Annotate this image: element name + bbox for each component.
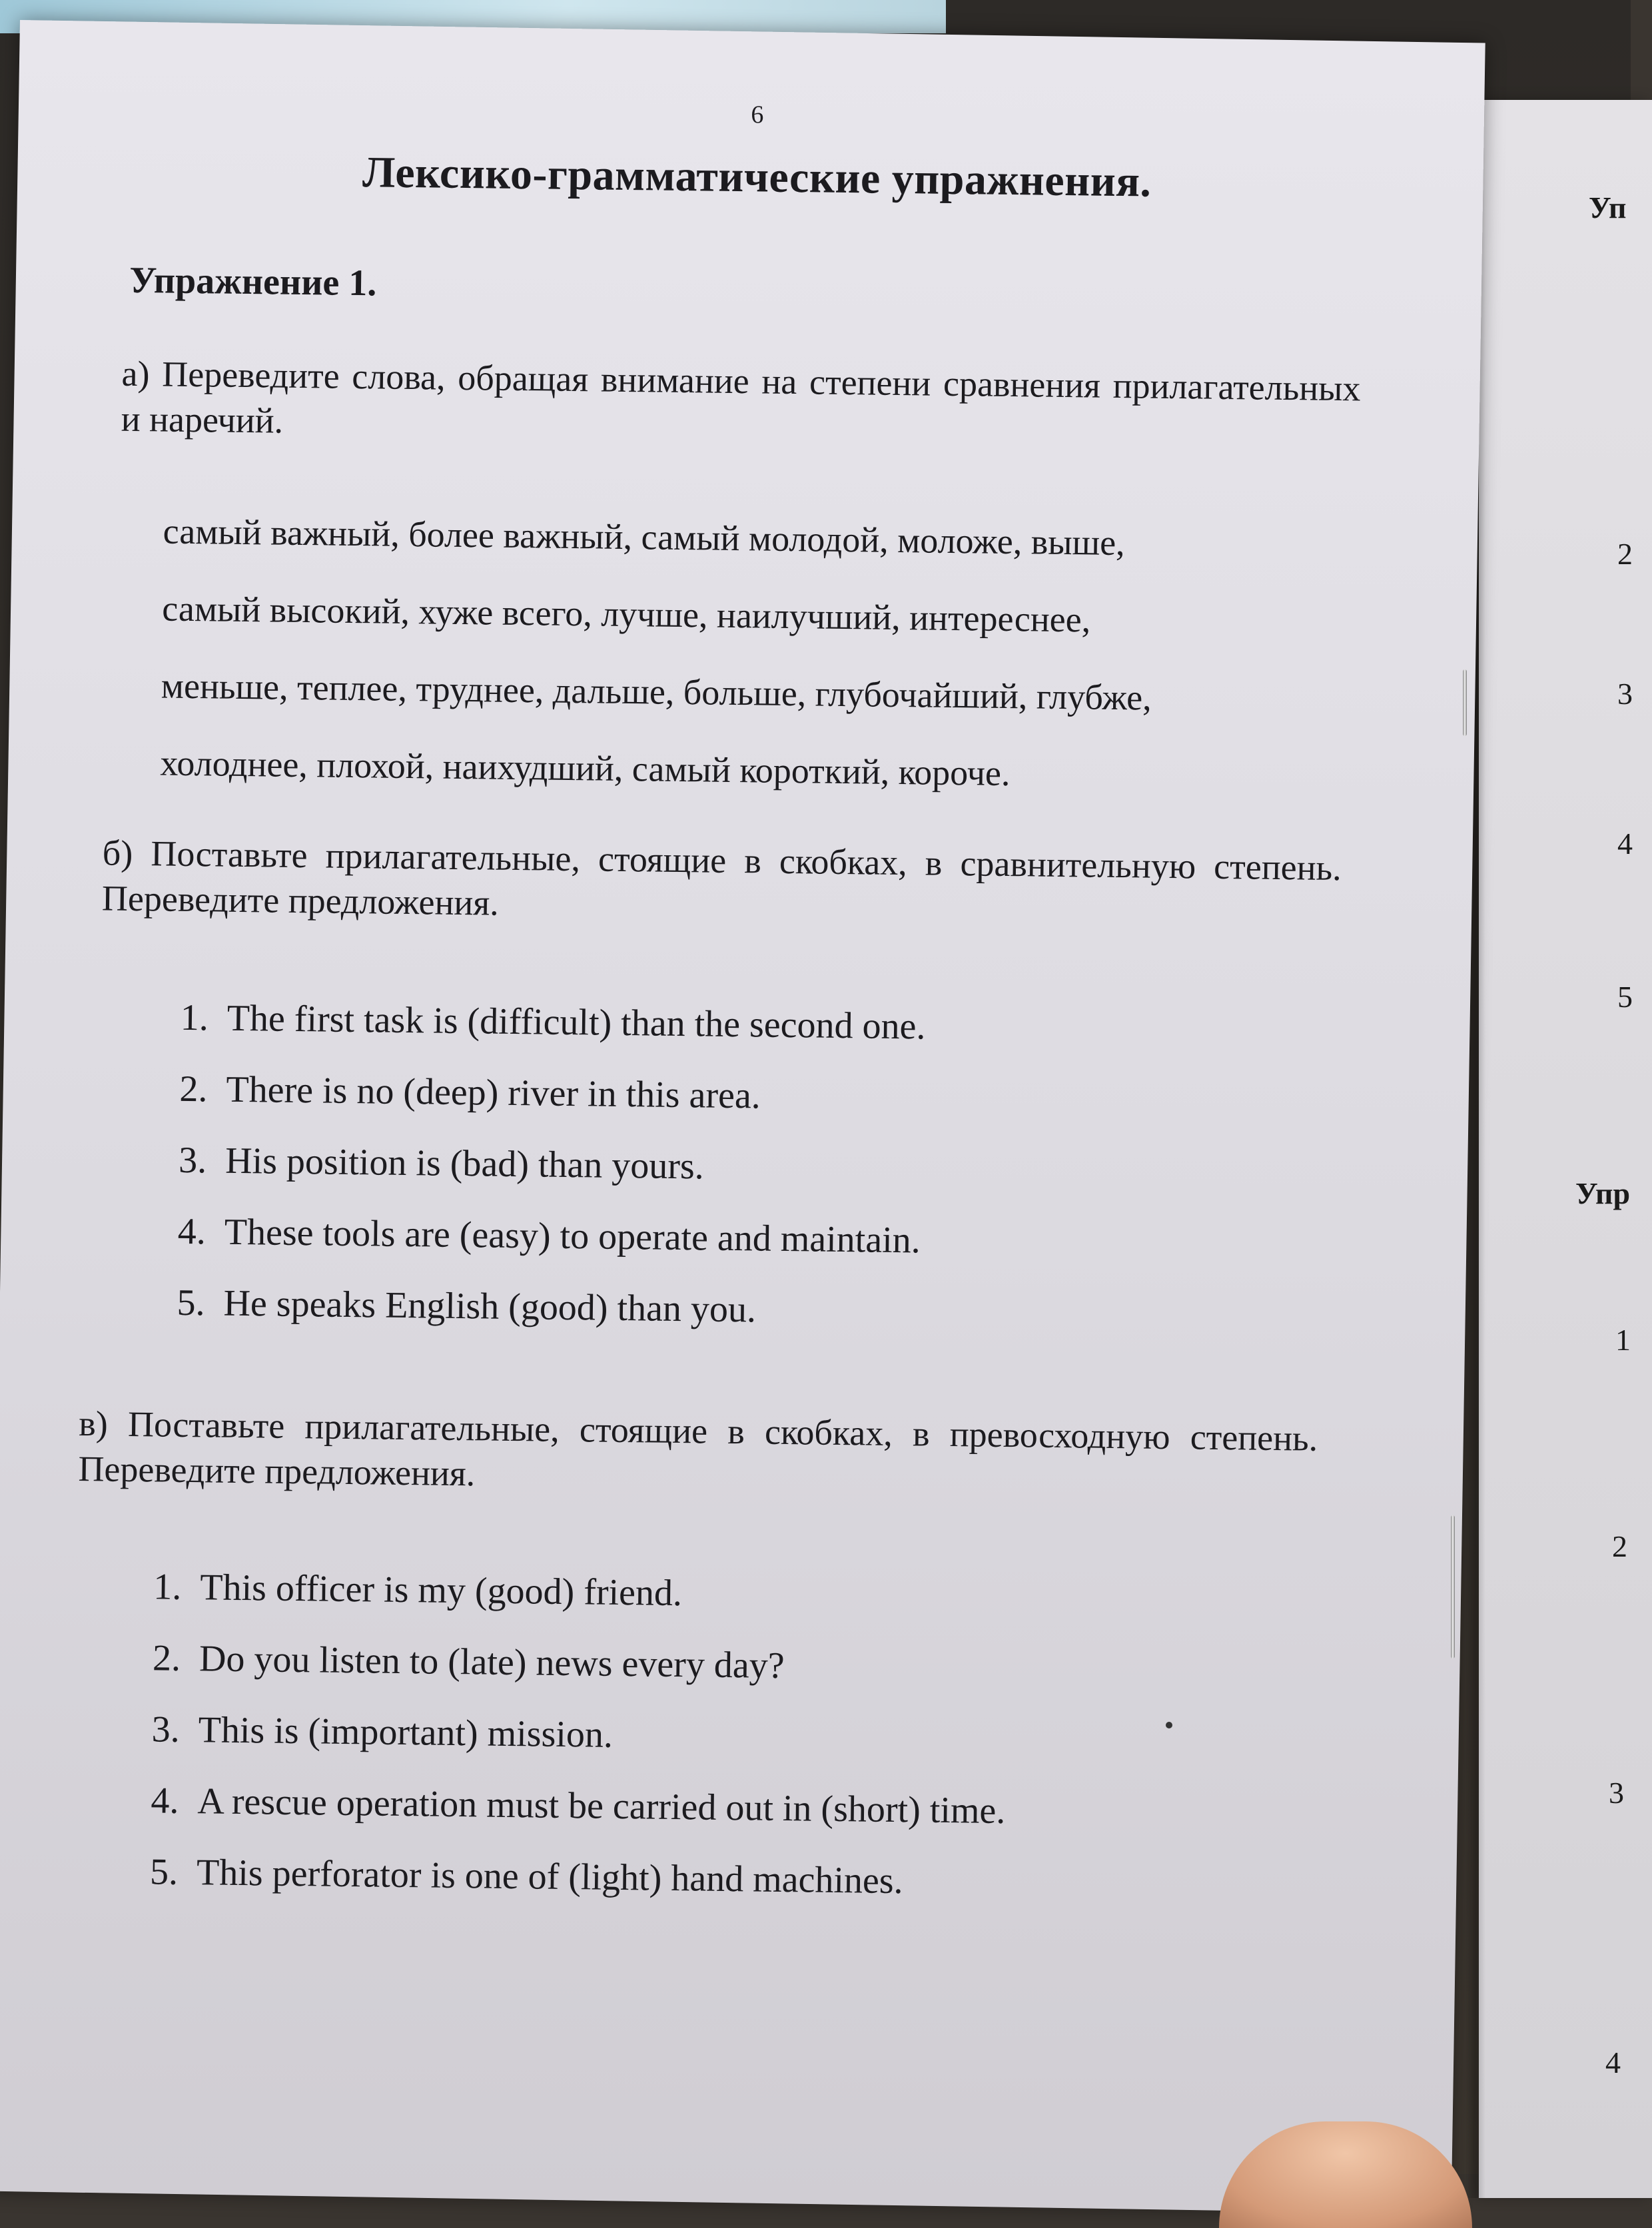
right-page-heading-fragment: Уп bbox=[1589, 190, 1627, 224]
right-page-number: 4 bbox=[1617, 827, 1633, 861]
item-text: The first task is (difficult) than the second one. bbox=[226, 997, 926, 1048]
exercise-title: Упражнение 1. bbox=[129, 259, 377, 304]
word-line: самый высокий, хуже всего, лучше, наилучший, интереснее, bbox=[161, 588, 1091, 640]
item-text: These tools are (easy) to operate and maintain. bbox=[224, 1211, 921, 1262]
item-text: A rescue operation must be carried out in (short) time. bbox=[197, 1780, 1006, 1832]
right-page-number: 3 bbox=[1617, 677, 1633, 711]
right-page-number: 2 bbox=[1617, 537, 1633, 571]
item-number: 4. bbox=[177, 1210, 206, 1253]
list-item bbox=[180, 982, 926, 1063]
item-number: 3. bbox=[151, 1708, 181, 1750]
item-text: This is (important) mission. bbox=[198, 1709, 614, 1756]
word-line: меньше, теплее, труднее, дальше, больше, глубочайший, глубже, bbox=[161, 665, 1152, 718]
item-text: This officer is my (good) friend. bbox=[199, 1567, 683, 1615]
list-item bbox=[177, 1268, 923, 1348]
item-number: 4. bbox=[151, 1780, 179, 1822]
page-number: 6 bbox=[751, 101, 764, 129]
instruction-b: б) Поставьте прилагательные, стоящие в скобках, в сравнительную степень. Переведите предложения. bbox=[101, 833, 1342, 923]
list-item bbox=[153, 1551, 1009, 1633]
right-page-number: 5 bbox=[1617, 980, 1633, 1014]
item-text: He speaks English (good) than you. bbox=[223, 1282, 757, 1331]
item-number: 1. bbox=[180, 996, 209, 1039]
list-item bbox=[179, 1125, 925, 1206]
sentence-list-c bbox=[149, 1551, 1008, 1918]
item-number: 2. bbox=[152, 1637, 181, 1679]
list-item bbox=[151, 1765, 1006, 1847]
right-page-number: 4 bbox=[1605, 2045, 1621, 2079]
item-text: His position is (bad) than yours. bbox=[224, 1140, 705, 1188]
instruction-c: в) Поставьте прилагательные, стоящие в скобках, в превосходную степень. Переведите предложения. bbox=[78, 1403, 1318, 1494]
word-list bbox=[160, 492, 1310, 815]
list-item bbox=[149, 1836, 1005, 1918]
sentence-list-b bbox=[177, 982, 926, 1348]
item-number: 1. bbox=[153, 1566, 182, 1608]
list-item bbox=[151, 1694, 1007, 1776]
list-item bbox=[179, 1054, 925, 1134]
right-page-exercise-fragment: Упр bbox=[1575, 1176, 1631, 1210]
page-title: Лексико-грамматические упражнения. bbox=[362, 148, 1152, 206]
item-number: 2. bbox=[179, 1068, 208, 1110]
word-line: холоднее, плохой, наихудший, самый короткий, короче. bbox=[160, 743, 1011, 794]
instruction-a: а) Переведите слова, обращая внимание на степени сравнения прилагательных и наречий. bbox=[121, 353, 1361, 441]
item-number: 5. bbox=[149, 1851, 179, 1893]
item-text: This perforator is one of (light) hand machines. bbox=[196, 1852, 904, 1902]
right-page-number: 2 bbox=[1612, 1529, 1627, 1563]
item-number: 3. bbox=[178, 1139, 207, 1182]
right-page-number: 1 bbox=[1615, 1323, 1631, 1357]
item-text: There is no (deep) river in this area. bbox=[226, 1068, 761, 1117]
word-line: самый важный, более важный, самый молодой, моложе, выше, bbox=[163, 511, 1125, 563]
item-text: Do you listen to (late) news every day? bbox=[199, 1638, 785, 1687]
list-item bbox=[152, 1623, 1007, 1704]
right-page-number: 3 bbox=[1609, 1776, 1624, 1810]
list-item bbox=[177, 1196, 923, 1277]
item-number: 5. bbox=[177, 1282, 205, 1324]
